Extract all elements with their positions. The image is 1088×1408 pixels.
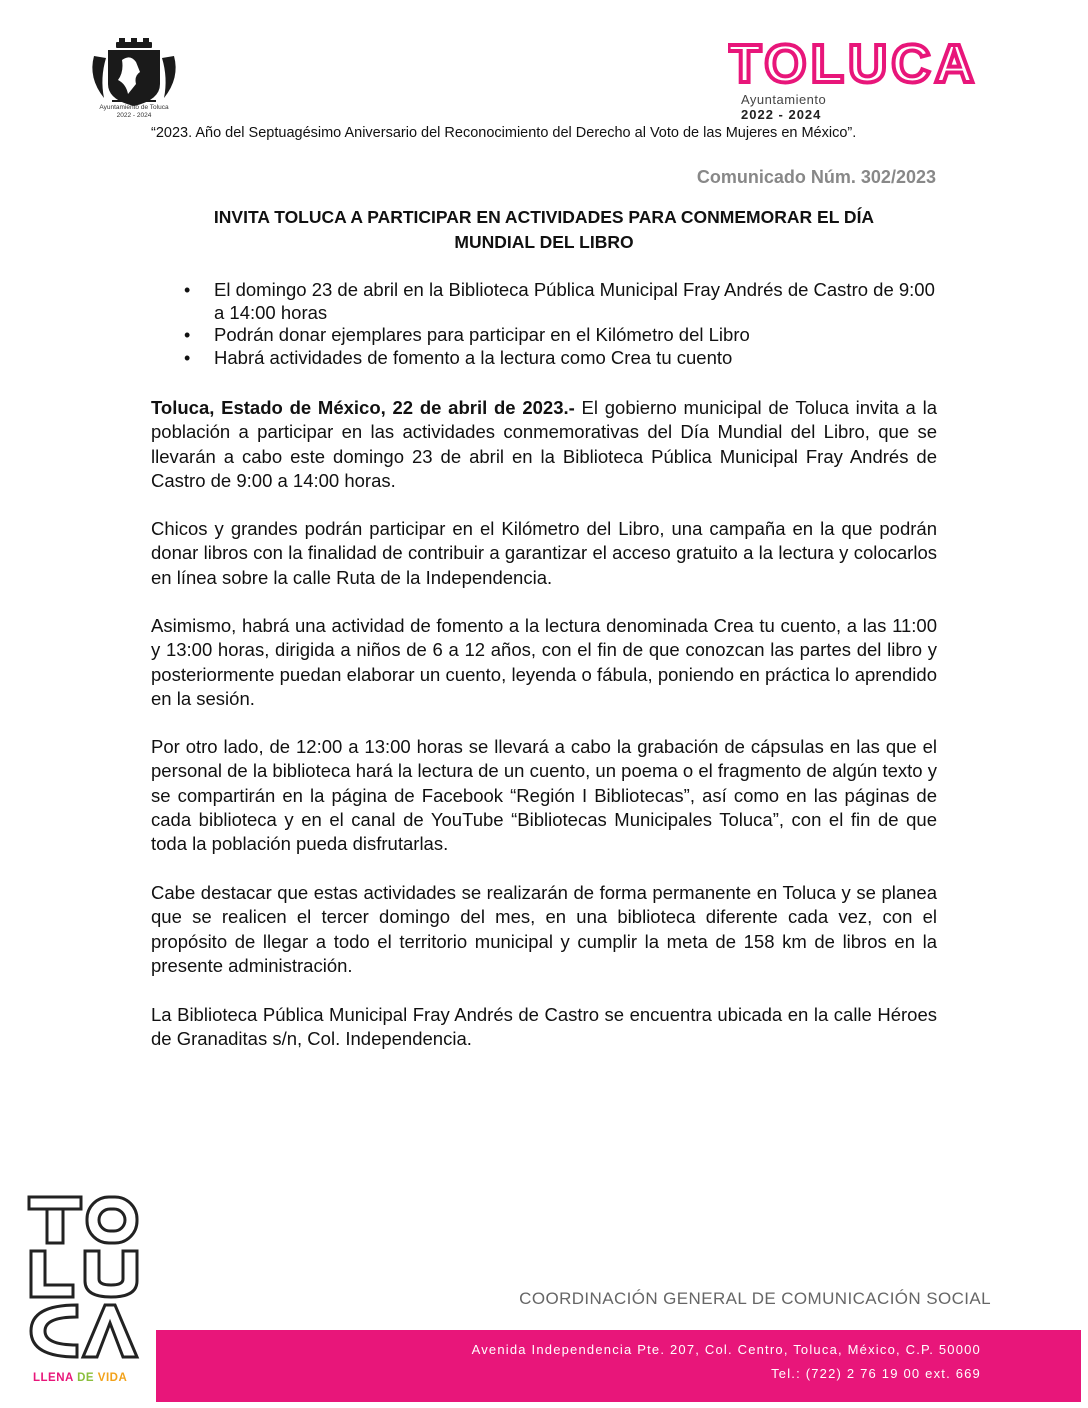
ayuntamiento-label: Ayuntamiento: [741, 92, 827, 107]
administration-years: 2022 - 2024: [741, 107, 822, 122]
toluca-logo: [728, 38, 980, 88]
crest-caption: Ayuntamiento de Toluca: [99, 104, 169, 111]
crest-years: 2022 - 2024: [116, 112, 152, 119]
paragraph-text: El gobierno municipal de Toluca invita a la población a participar en las actividades conmemorativas del Día Mundial del Libro, que se llevarán a cabo este domingo 23 de abril en la Biblioteca Pública Municipal Fray Andrés de Castro de 9:00 a 14:00 horas.: [151, 397, 937, 491]
body-paragraph: [151, 396, 937, 493]
tagline-word: LLENA: [33, 1372, 74, 1384]
list-item: • Habrá actividades de fomento a la lectura como Crea tu cuento: [151, 347, 937, 370]
footer-phone: Tel.: (722) 2 76 19 00 ext. 669: [771, 1366, 981, 1381]
body-paragraph: Chicos y grandes podrán participar en el Kilómetro del Libro, una campaña en la que podrán donar libros con la finalidad de contribuir a garantizar el acceso gratuito a la lectura y colocarlos en línea sobre la calle Ruta de la Independencia.: [151, 518, 937, 588]
body-paragraph: La Biblioteca Pública Municipal Fray Andrés de Castro se encuentra ubicada en la calle Héroes de Granaditas s/n, Col. Independencia.: [151, 1004, 937, 1050]
body-paragraph: Por otro lado, de 12:00 a 13:00 horas se llevará a cabo la grabación de cápsulas en las que el personal de la biblioteca hará la lectura de un cuento, un poema o el fragmento de algún texto y se compartirán en la página de Facebook “Región I Bibliotecas”, así como en las páginas de cada biblioteca y en el canal de YouTube “Bibliotecas Municipales Toluca”, con el fin de que toda la población pueda disfrutarlas.: [151, 736, 937, 855]
headline-line: INVITA TOLUCA A PARTICIPAR EN ACTIVIDADES PARA CONMEMORAR EL DÍA: [213, 207, 875, 227]
dateline: Toluca, Estado de México, 22 de abril de 2023.-: [151, 397, 575, 418]
toluca-vertical-logo: [25, 1193, 141, 1365]
toluca-logo-text: TOLUCA: [728, 38, 978, 88]
body-paragraph: Cabe destacar que estas actividades se realizarán de forma permanente en Toluca y se planea que se realicen el tercer domingo del mes, en una biblioteca diferente cada vez, con el propósito de llegar a todo el territorio municipal y cumplir la meta de 158 km de libros en la presente administración.: [151, 882, 937, 976]
year-motto: “2023. Año del Septuagésimo Aniversario del Reconocimiento del Derecho al Voto de las Mujeres en México”.: [151, 125, 857, 141]
list-item: • El domingo 23 de abril en la Biblioteca Pública Municipal Fray Andrés de Castro de 9:00 a 14:00 horas: [151, 279, 937, 324]
headline: [151, 205, 937, 255]
tagline-word: VIDA: [97, 1372, 128, 1384]
comunicado-number: Comunicado Núm. 302/2023: [696, 167, 936, 187]
tagline-word: DE: [77, 1372, 95, 1384]
footer-tagline: [33, 1372, 127, 1384]
summary-bullets: [151, 279, 937, 369]
list-item: • Podrán donar ejemplares para participar en el Kilómetro del Libro: [151, 324, 937, 347]
headline-line: MUNDIAL DEL LIBRO: [454, 232, 634, 252]
body-paragraph: Asimismo, habrá una actividad de fomento a la lectura denominada Crea tu cuento, a las 11:00 y 13:00 horas, dirigida a niños de 6 a 12 años, con el fin de que conozcan las partes del libro y posteriormente puedan elaborar un cuento, leyenda o fábula, poniendo en práctica lo aprendido en la sesión.: [151, 615, 937, 709]
footer-address: Avenida Independencia Pte. 207, Col. Centro, Toluca, México, C.P. 50000: [471, 1342, 981, 1357]
coordination-label: COORDINACIÓN GENERAL DE COMUNICACIÓN SOCIAL: [519, 1289, 991, 1308]
